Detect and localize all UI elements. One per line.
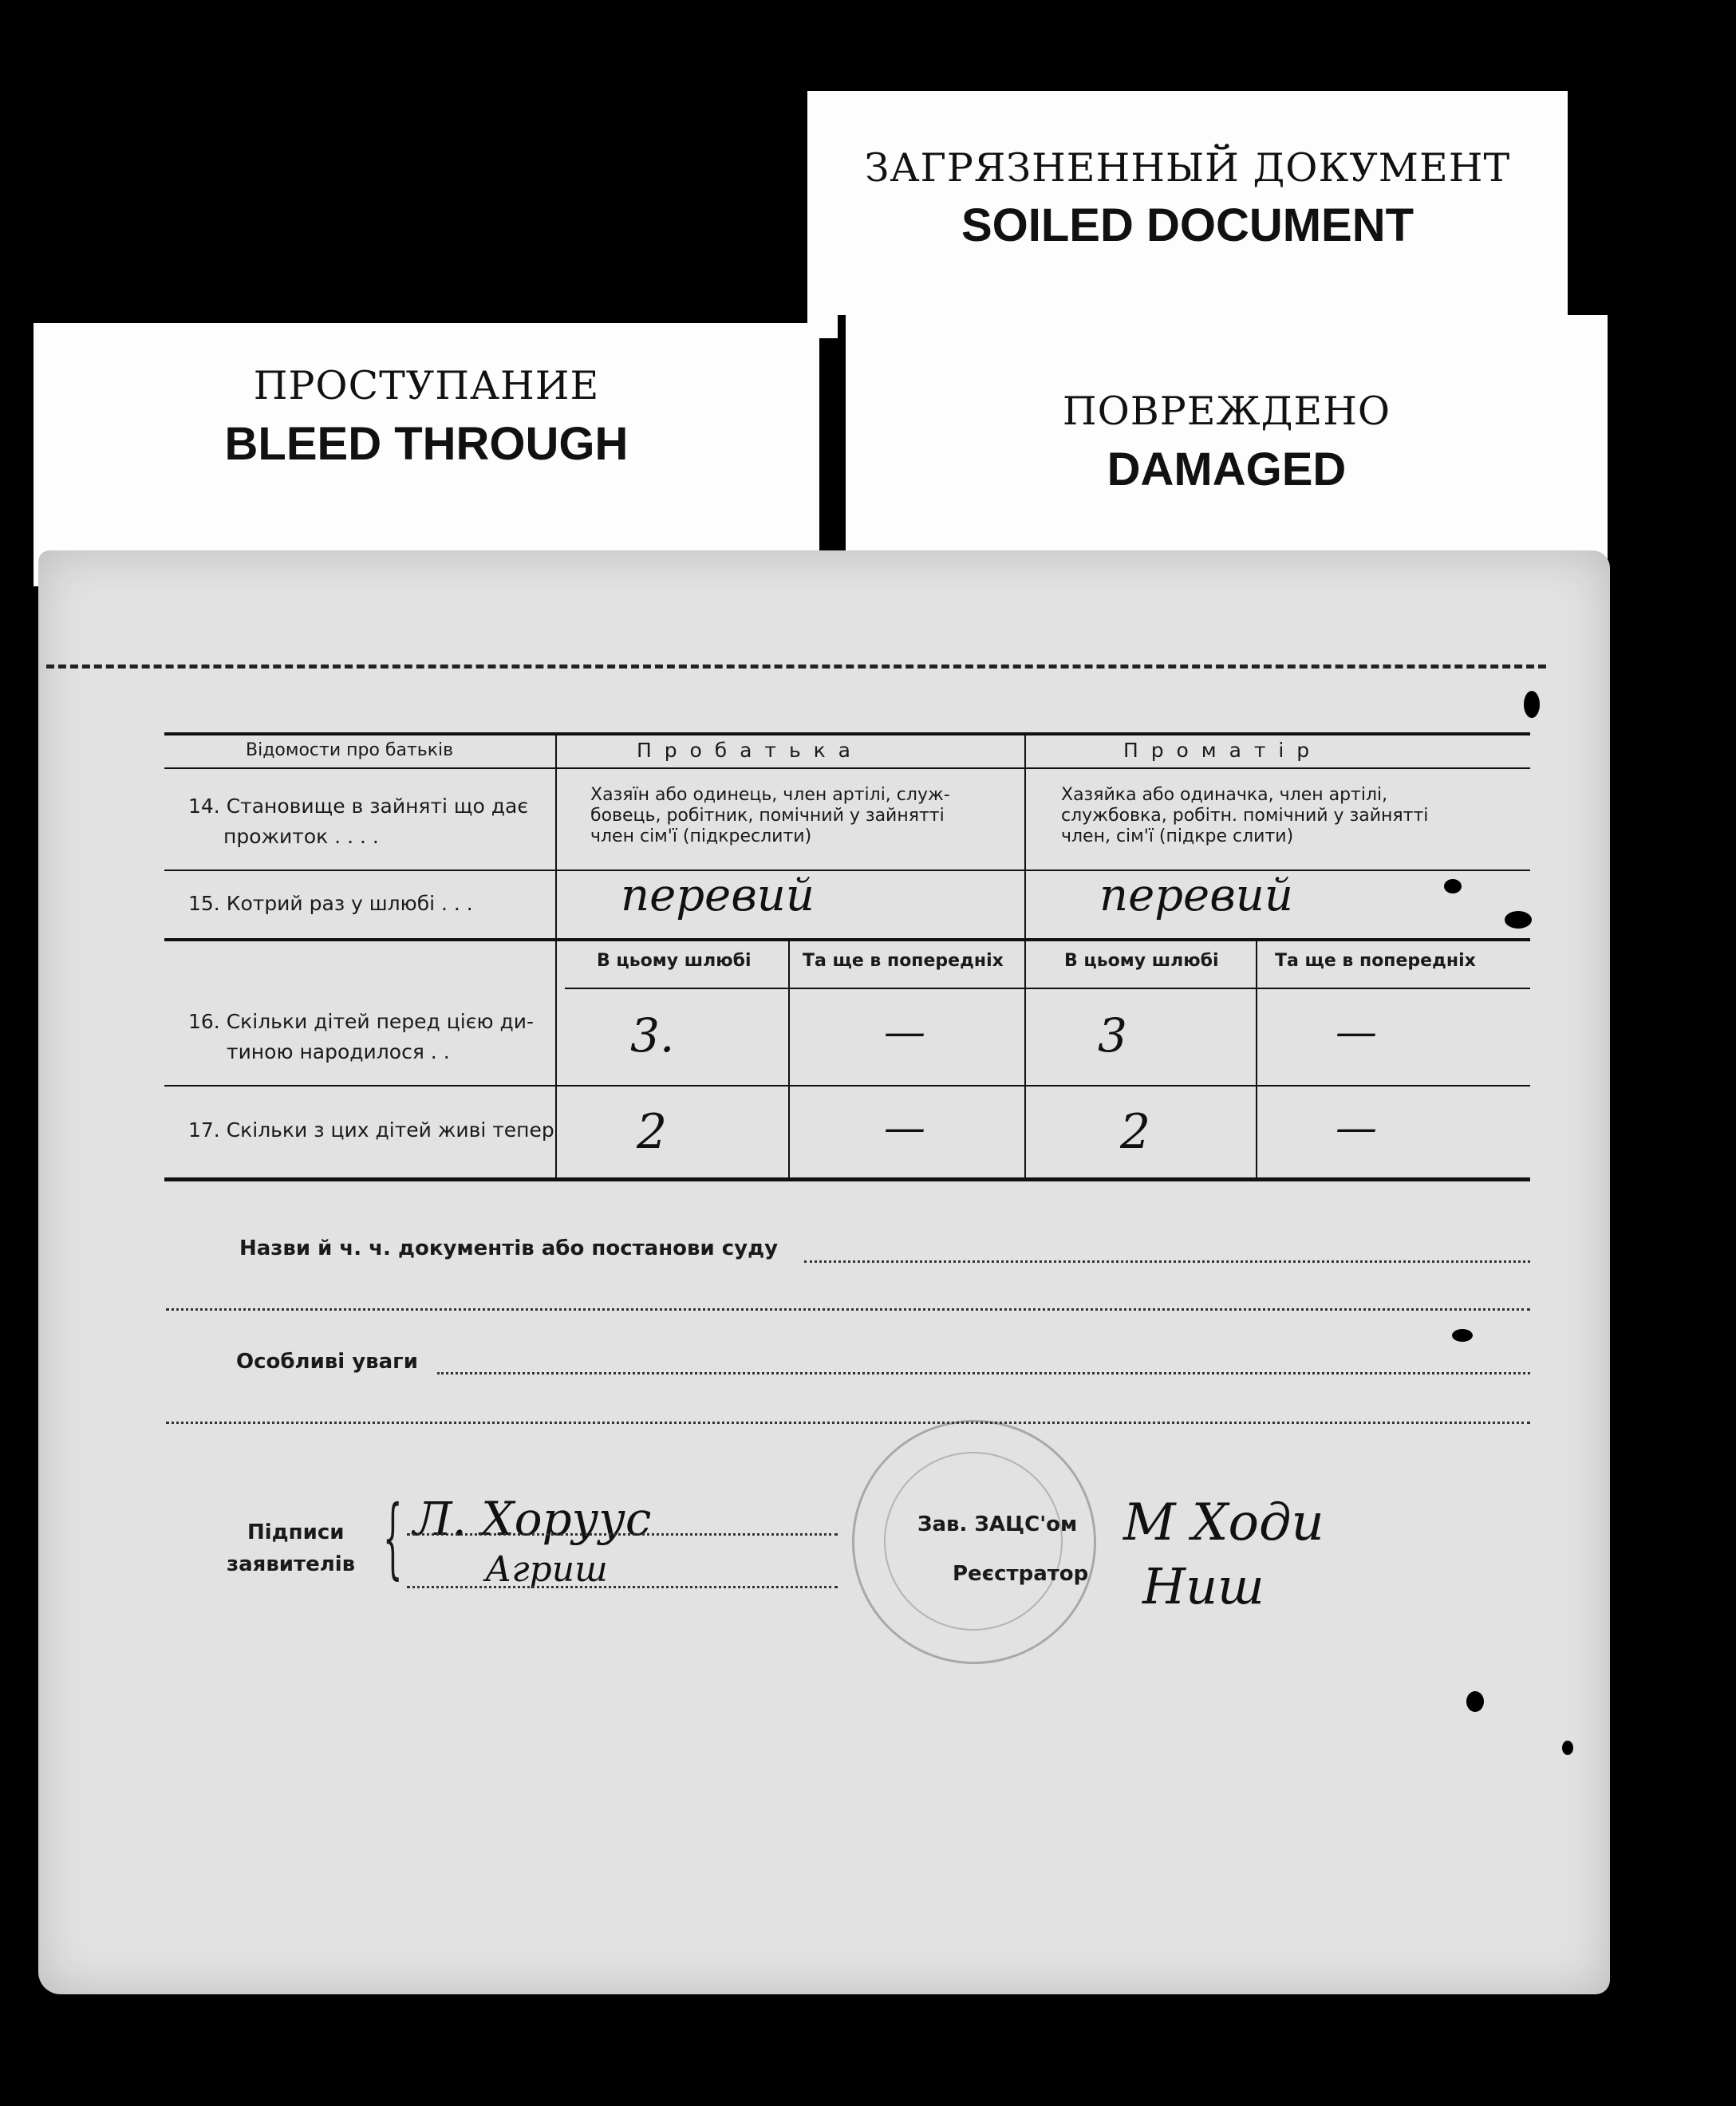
table-top-rule xyxy=(164,732,1530,736)
soiled-document-card xyxy=(807,91,1568,338)
damage-hole xyxy=(1505,911,1532,929)
row16-label-2: тиною народилося . . xyxy=(227,1040,450,1063)
special-notes-line-2 xyxy=(166,1422,1530,1424)
row15-label: 15. Котрий раз у шлюбі . . . xyxy=(188,892,473,915)
subheader-rule xyxy=(565,988,1530,989)
col-divider-1 xyxy=(555,732,557,1179)
row16-father-prev: — xyxy=(884,1008,925,1056)
row17-mother-prev: — xyxy=(1336,1104,1377,1152)
damage-hole xyxy=(1466,1691,1484,1712)
registrar-signature: Ниш xyxy=(1142,1557,1265,1615)
bleed-en-label: BLEED THROUGH xyxy=(224,418,629,470)
row17-mother-this: 2 xyxy=(1120,1104,1151,1160)
damage-hole xyxy=(1524,691,1540,718)
row14-father-1: Хазяїн або одинець, член артілі, служ- xyxy=(590,785,950,805)
applicant-signature-2: Агриш xyxy=(485,1549,608,1590)
documents-label: Назви й ч. ч. документів або постанови суду xyxy=(239,1236,779,1260)
father-this-marriage-header: В цьому шлюбі xyxy=(597,951,752,971)
official-stamp-inner xyxy=(884,1452,1063,1631)
row17-label: 17. Скільки з цих дітей живі тепер xyxy=(188,1118,554,1142)
registrar-label: Реєстратор xyxy=(953,1562,1089,1586)
bleed-ru-label: ПРОСТУПАНИЕ xyxy=(253,363,600,408)
damaged-card xyxy=(838,315,1608,586)
bleed-through-card xyxy=(34,323,819,586)
special-notes-line-1 xyxy=(437,1372,1530,1374)
row15-father-value: перевий xyxy=(621,870,815,921)
header-rule xyxy=(164,767,1530,769)
signature-brace: { xyxy=(383,1486,403,1588)
row14-rule xyxy=(164,870,1530,871)
document-sheet xyxy=(38,550,1610,1994)
zags-head-label: Зав. ЗАЦС'ом xyxy=(917,1512,1078,1536)
row14-label-2: прожиток . . . . xyxy=(223,825,379,848)
row14-mother-2: службовка, робітн. помічний у зайнятті xyxy=(1061,806,1429,826)
row14-label-1: 14. Становище в зайняті що дає xyxy=(188,795,529,818)
row16-mother-this: 3 xyxy=(1098,1008,1127,1063)
row14-mother-1: Хазяйка або одиначка, член артілі, xyxy=(1061,785,1388,805)
mother-previous-header: Та ще в попередніх xyxy=(1275,951,1476,971)
damage-hole xyxy=(1562,1741,1573,1755)
signatures-label-2: заявителів xyxy=(227,1552,356,1576)
header-about-father: П р о б а т ь к а xyxy=(637,739,854,762)
father-previous-header: Та ще в попередніх xyxy=(803,951,1004,971)
col-divider-mother-sub xyxy=(1256,938,1257,1177)
row15-mother-value: перевий xyxy=(1099,870,1293,921)
soiled-ru-label: ЗАГРЯЗНЕННЫЙ ДОКУМЕНТ xyxy=(864,145,1511,191)
row17-father-this: 2 xyxy=(637,1104,668,1160)
col-divider-father-sub xyxy=(788,938,790,1177)
row16-mother-prev: — xyxy=(1336,1008,1377,1056)
documents-line-1 xyxy=(804,1260,1530,1263)
damaged-ru-label: ПОВРЕЖДЕНО xyxy=(1062,388,1391,434)
signature-line-2 xyxy=(407,1586,838,1588)
row14-father-2: бовець, робітник, помічний у зайнятті xyxy=(590,806,945,826)
documents-line-2 xyxy=(166,1308,1530,1311)
row14-father-3: член сім'ї (підкреслити) xyxy=(590,826,812,846)
soiled-en-label: SOILED DOCUMENT xyxy=(961,199,1414,251)
row16-rule xyxy=(164,1085,1530,1087)
signature-line-1 xyxy=(407,1533,838,1536)
row14-mother-3: член, сім'ї (підкре слити) xyxy=(1061,826,1294,846)
row15-rule xyxy=(164,938,1530,941)
damaged-en-label: DAMAGED xyxy=(1107,444,1347,495)
damage-hole xyxy=(1452,1329,1473,1342)
row17-father-prev: — xyxy=(884,1104,925,1152)
table-bottom-rule xyxy=(164,1177,1530,1181)
header-parents-info: Відомости про батьків xyxy=(246,740,454,760)
mother-this-marriage-header: В цьому шлюбі xyxy=(1064,951,1219,971)
perforation-line xyxy=(46,665,1546,668)
applicant-signature-1: Л. Хоруус xyxy=(413,1492,652,1546)
zags-head-signature: М Ходи xyxy=(1123,1493,1324,1552)
row16-label-1: 16. Скільки дітей перед цією ди- xyxy=(188,1010,535,1033)
col-divider-2 xyxy=(1024,732,1026,1179)
header-about-mother: П р о м а т і р xyxy=(1123,739,1313,762)
damage-hole xyxy=(1444,879,1462,893)
row16-father-this: 3. xyxy=(630,1008,675,1063)
special-notes-label: Особливі уваги xyxy=(236,1350,418,1374)
signatures-label-1: Підписи xyxy=(247,1520,345,1544)
